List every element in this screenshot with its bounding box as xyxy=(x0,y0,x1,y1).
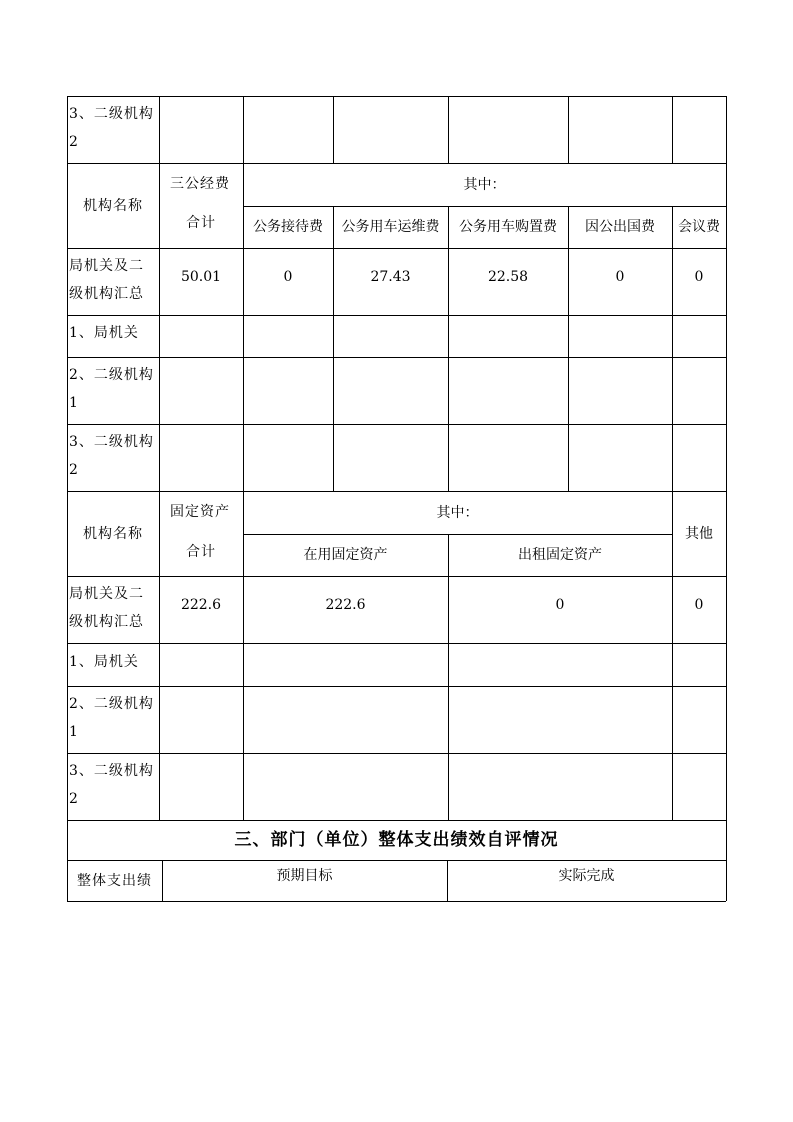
rule xyxy=(568,96,569,163)
col-header-overseas: 因公出国费 xyxy=(585,219,655,235)
row-label-summary: 局机关及二级机构汇总 xyxy=(69,586,144,630)
sangong-of-which: 其中： xyxy=(463,176,506,193)
row-label-level2-1: 2、二级机构1 xyxy=(69,367,154,411)
col-header-in-use: 在用固定资产 xyxy=(303,547,388,563)
col-header-vehicle-purchase: 公务用车购置费 xyxy=(459,219,557,235)
row-label-level2-2: 3、二级机构2 xyxy=(69,106,154,150)
meeting-value: 0 xyxy=(694,269,704,285)
col-header-leased: 出租固定资产 xyxy=(518,547,602,563)
rule xyxy=(672,96,673,163)
fixed-assets-total-value: 222.6 xyxy=(180,597,222,613)
vehicle-operation-value: 27.43 xyxy=(370,269,411,285)
rule xyxy=(67,315,726,316)
fixed-assets-total-label-sub: 合计 xyxy=(186,544,216,560)
expected-target-header: 预期目标 xyxy=(276,868,333,884)
col-header-meeting: 会议费 xyxy=(678,219,720,235)
org-name-header: 机构名称 xyxy=(83,197,143,214)
col-header-reception: 公务接待费 xyxy=(253,219,323,235)
other-value: 0 xyxy=(694,597,704,613)
rule xyxy=(67,424,726,425)
in-use-value: 222.6 xyxy=(325,597,366,613)
fixed-assets-of-which: 其中： xyxy=(436,504,479,521)
row-label-summary: 局机关及二级机构汇总 xyxy=(69,258,144,302)
rule xyxy=(448,96,449,163)
row-label-level2-1: 2、二级机构1 xyxy=(69,696,154,740)
org-name-header: 机构名称 xyxy=(83,525,143,542)
rule xyxy=(67,643,726,644)
rule xyxy=(726,96,727,901)
leased-value: 0 xyxy=(555,597,565,613)
rule xyxy=(67,686,726,687)
rule xyxy=(333,96,334,163)
rule xyxy=(67,96,726,97)
row-label-bureau: 1、局机关 xyxy=(69,325,139,341)
row-label-bureau: 1、局机关 xyxy=(69,654,139,670)
col-header-vehicle-operation: 公务用车运维费 xyxy=(341,219,440,235)
performance-row-label: 整体支出绩 xyxy=(77,872,152,889)
sangong-total-label: 三公经费 xyxy=(170,176,230,192)
actual-completion-header: 实际完成 xyxy=(558,868,615,884)
overseas-value: 0 xyxy=(615,269,625,285)
sangong-total-value: 50.01 xyxy=(180,269,222,285)
row-label-level2-2: 3、二级机构2 xyxy=(69,763,154,807)
rule xyxy=(67,753,726,754)
row-label-level2-2: 3、二级机构2 xyxy=(69,434,154,478)
rule xyxy=(67,901,726,902)
fixed-assets-total-label: 固定资产 xyxy=(170,504,230,520)
rule xyxy=(159,96,160,820)
reception-value: 0 xyxy=(283,269,293,285)
rule xyxy=(67,357,726,358)
sangong-total-label-sub: 合计 xyxy=(186,215,216,231)
col-header-other: 其他 xyxy=(685,525,713,542)
section-title: 三、部门（单位）整体支出绩效自评情况 xyxy=(234,829,559,850)
vehicle-purchase-value: 22.58 xyxy=(487,269,529,285)
